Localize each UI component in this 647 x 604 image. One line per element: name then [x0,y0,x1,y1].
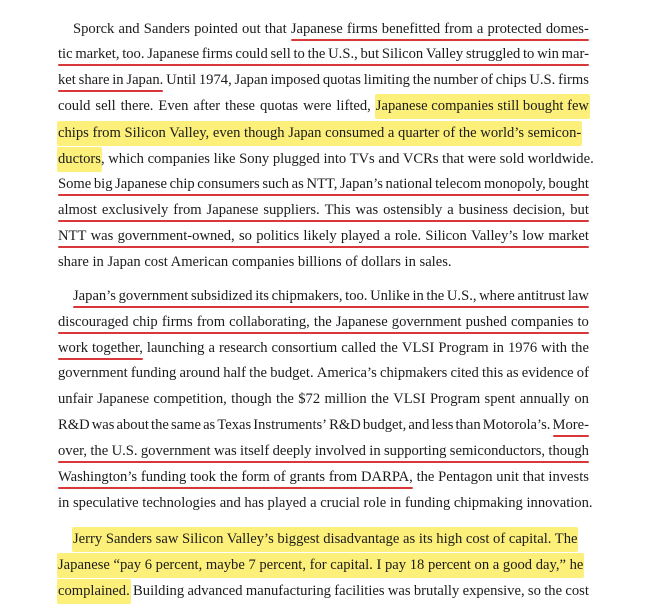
red-underline [58,194,589,196]
word: DARPA, [361,469,413,485]
word: VLSI [393,391,426,407]
word: on [574,391,589,407]
word: form [241,469,270,485]
word: Japanese [206,202,259,218]
word: mar- [561,46,589,62]
text-line [58,413,589,438]
word: bought [548,176,589,192]
word: VLSI [401,340,435,356]
word: share [78,72,110,88]
word: too. [122,46,145,62]
word: though [548,443,589,459]
word: Valley [425,46,464,62]
text-line [58,387,589,412]
word: Some [58,176,92,192]
word: over, [58,443,87,459]
word: its [255,288,269,304]
word: chipmakers, [271,288,343,304]
word: so [238,228,252,244]
word: U.S. [111,443,138,459]
highlighted-text: Japanese “pay 6 percent, maybe 7 percent, for capital. I pay 18 percent on a good day,” he [57,553,584,578]
word: research [218,340,268,356]
word: imposed [270,72,321,88]
word: benefitted [381,21,441,37]
word: but [570,202,589,218]
word: unfair [58,391,93,407]
word: spent [484,391,516,407]
word: annually [519,391,570,407]
word: consumers [197,176,260,192]
word: sell [95,98,116,114]
word: competition, [153,391,227,407]
word: Valley’s [471,228,519,244]
word: unit [496,469,519,485]
word: in [412,288,424,304]
word: win [537,46,559,62]
word: pushed [465,314,507,330]
word: evidence [521,365,574,381]
word: chips [495,72,527,88]
word: budget. [270,365,314,381]
word: cost [565,583,589,599]
red-underline [58,332,589,334]
word: and [118,21,140,37]
word: were [303,98,332,114]
word: politics [256,228,300,244]
word: of [273,469,286,485]
word: brutally [413,583,460,599]
word: out [242,21,261,37]
word: the [380,340,398,356]
word: funding [140,469,187,485]
word: 1976 [507,340,538,356]
word: half [223,365,246,381]
word: deeply [272,443,312,459]
word: as [506,365,519,381]
word: after [193,98,221,114]
word: Japan’s [73,288,116,304]
red-underline [58,246,589,248]
word: that [264,21,287,37]
word: with [541,340,568,356]
word: of [576,365,589,381]
word: R&D [58,417,90,433]
word: number [433,72,478,88]
word: of [480,72,493,88]
highlighted-text: Jerry Sanders saw Silicon Valley’s biggest disadvantage as its high cost of capital. The [72,527,578,552]
word: firms [161,314,193,330]
text-line [58,491,593,516]
word: pointed [194,21,238,37]
word: to [293,46,305,62]
word: quotas [322,72,361,88]
red-underline [58,358,143,360]
word: Japanese [335,314,388,330]
word: this [482,365,504,381]
word: involved [314,443,366,459]
word: Program [438,340,489,356]
word: antitrust [517,288,566,304]
text-line [58,147,594,172]
word: from [328,469,358,485]
word: market, [75,46,120,62]
word: consortium [271,340,338,356]
text-line [58,94,589,119]
word: the [313,314,332,330]
red-underline [291,39,589,41]
highlighted-text: chips from Silicon Valley, even though Japan consumed a quarter of the world’s semicon- [57,121,582,146]
word: a [476,21,484,37]
word: so [527,583,541,599]
word: collaborating, [229,314,310,330]
word: firms [201,46,233,62]
word: though [231,391,272,407]
word: to [577,314,589,330]
word: semiconductors, [449,443,546,459]
word: work [58,340,88,356]
word: role. [394,228,422,244]
word: government [140,443,211,459]
word: was [355,202,379,218]
highlighted-text: complained. [57,579,131,604]
word: than [455,417,481,433]
word: telecom [435,176,482,192]
word: 1974, [198,72,232,88]
word: such [262,176,290,192]
word: exclusively [101,202,169,218]
word: government-owned, [117,228,235,244]
word: Program [429,391,481,407]
word: ket [58,72,76,88]
word: NTT, [306,176,338,192]
word: the [151,417,169,433]
word: could [235,46,268,62]
word: itself [240,443,270,459]
word: around [179,365,221,381]
word: decision, [513,202,566,218]
word: budget, [362,417,407,433]
word: but [360,46,380,62]
word: low [522,228,545,244]
text-line [58,579,589,604]
highlighted-text: ductors [57,147,102,172]
word: big [93,176,113,192]
word: struggled [465,46,521,62]
word: million [324,391,367,407]
word: chip [132,314,158,330]
word: sell [270,46,291,62]
word: played [340,228,380,244]
word: same [170,417,201,433]
word: a [447,202,454,218]
word: Motorola’s. [482,417,551,433]
word: cited [450,365,479,381]
text-line [58,121,589,146]
word: suppliers. [263,202,320,218]
word: $72 [298,391,321,407]
word: Japanese [97,391,150,407]
word: that [522,469,545,485]
word: NTT [58,228,87,244]
word: Japanese [115,176,167,192]
word: a [384,228,391,244]
word: funding [130,365,177,381]
word: launching [146,340,205,356]
word: manufacturing [245,583,331,599]
word: tic [58,46,73,62]
word: U.S., [328,46,358,62]
word: was [213,443,237,459]
word: in [492,340,504,356]
red-underline [58,461,589,463]
word: Japanese [147,46,200,62]
word: was [91,417,115,433]
word: This [324,202,351,218]
red-underline [58,64,589,66]
word: quotas [260,98,299,114]
word: domes- [545,21,589,37]
word: the [249,365,268,381]
word: was [387,583,411,599]
word: as [203,417,216,433]
red-underline [58,90,163,92]
word: Sporck [73,21,115,37]
word: from [444,21,473,37]
word: to [522,46,535,62]
word: companies [511,314,574,330]
word: , which companies like Sony plugged into TVs and VCRs that were sold worldwide. [100,151,594,167]
word: took [190,469,216,485]
red-underline [58,487,413,489]
word: discouraged [58,314,129,330]
word: as [291,176,304,192]
word: Japan [234,72,268,88]
word: the [544,583,563,599]
word: Unlike [370,288,410,304]
word: these [225,98,256,114]
word: protected [487,21,542,37]
word: Washington’s [58,469,138,485]
word: More- [552,417,589,433]
word: advanced [187,583,243,599]
red-underline [58,220,589,222]
highlighted-text: Japanese companies still bought few [375,94,590,119]
word: Until [166,72,197,88]
word: monopoly, [483,176,546,192]
word: Japan. [126,72,164,88]
word: from [173,202,202,218]
word: Pentagon [438,469,493,485]
word: R&D [329,417,361,433]
word: almost [58,202,97,218]
word: U.S. [529,72,556,88]
word: about [116,417,149,433]
word: Building [133,583,185,599]
word: law [567,288,589,304]
word: could [58,98,91,114]
word: the [571,340,589,356]
word: share in Japan cost American companies billions of dollars in sales. [58,254,452,270]
word: the [276,391,294,407]
word: chip [169,176,195,192]
text-line [58,361,589,386]
word: national [385,176,433,192]
word: in [112,72,124,88]
word: subsidized [190,288,253,304]
word: from [196,314,226,330]
word: together, [92,340,143,356]
word: business [458,202,509,218]
word: less [431,417,454,433]
word: and [408,417,430,433]
word: ostensibly [383,202,443,218]
word: a [208,340,215,356]
word: lifted, [336,98,371,114]
word: chipmakers [379,365,448,381]
word: was [90,228,114,244]
word: supporting [383,443,447,459]
word: called [341,340,377,356]
word: government [391,314,462,330]
word: Japanese [290,21,343,37]
word: in [369,443,381,459]
word: Silicon [425,228,467,244]
word: Even [158,98,189,114]
word: the [426,288,445,304]
text-line [58,553,589,578]
word: the [416,469,435,485]
word: Sanders [143,21,190,37]
word: too. [345,288,368,304]
word: the [307,46,326,62]
word: Japan’s [339,176,383,192]
word: the [90,443,109,459]
word: government [58,365,128,381]
red-underline [553,435,589,437]
word: Silicon [381,46,424,62]
word: Instruments’ [253,417,328,433]
word: firms [346,21,378,37]
text-line [58,250,589,275]
word: there. [120,98,154,114]
word: the [412,72,431,88]
word: limiting [363,72,410,88]
red-underline [73,306,589,308]
word: invests [548,469,589,485]
word: where [479,288,515,304]
word: firms [558,72,589,88]
word: facilities [334,583,385,599]
word: U.S., [446,288,477,304]
word: market [548,228,589,244]
text-line [73,527,589,552]
word: likely [303,228,337,244]
word: the [219,469,238,485]
word: expensive, [462,583,525,599]
word: Texas [217,417,252,433]
word: the [370,391,389,407]
word: in speculative technologies and has played a crucial role in funding chipmaking innovation. [58,495,593,511]
word: government [118,288,189,304]
word: grants [289,469,326,485]
word: America’s [316,365,377,381]
